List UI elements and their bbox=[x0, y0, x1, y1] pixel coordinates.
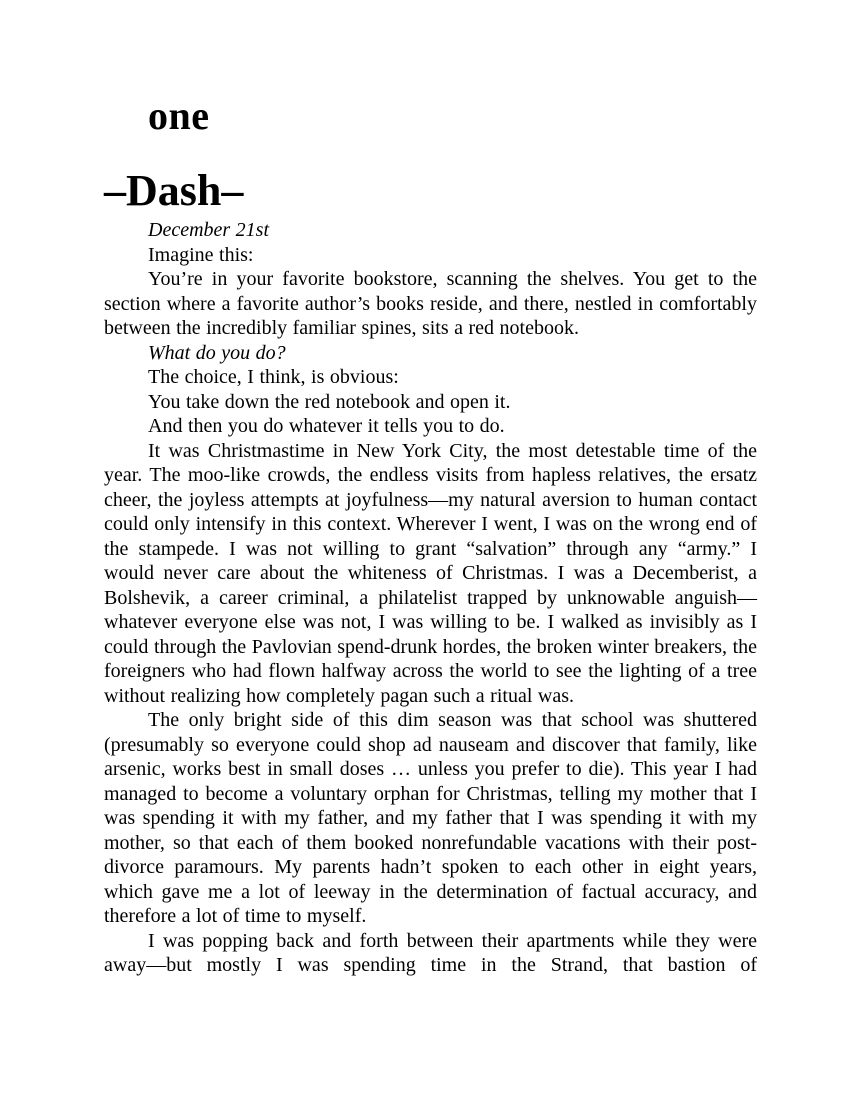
chapter-title: –Dash– bbox=[104, 166, 244, 215]
paragraph: Imagine this: bbox=[148, 243, 254, 266]
paragraph: You take down the red notebook and open it. bbox=[148, 390, 511, 413]
paragraph: The only bright side of this dim season was that school was shuttered (presumably so everyone could shop ad nauseam and discover that family, like arsenic, works best in small doses … unless you prefer to die). This year I had managed to become a voluntary orphan for Christmas, telling my mother that I was spending it with my father, and my father that I was spending it with my mother, so that each of them booked nonrefundable vacations with their post-divorce paramours. My parents hadn’t spoken to each other in eight years, which gave me a lot of leeway in the determination of factual accuracy, and therefore a lot of time to myself. bbox=[104, 709, 757, 927]
paragraph-date-line: December 21st bbox=[148, 219, 270, 241]
paragraph: You’re in your favorite bookstore, scanning the shelves. You get to the section where a favorite author’s books reside, and there, nestled in comfortably between the incredibly familiar spines, sits a red notebook. bbox=[104, 268, 757, 339]
paragraph: What do you do? bbox=[148, 341, 286, 364]
chapter-number: one bbox=[148, 93, 210, 138]
body-text bbox=[104, 218, 757, 978]
paragraph: It was Christmastime in New York City, the most detestable time of the year. The moo-like crowds, the endless visits from hapless relatives, the ersatz cheer, the joyless attempts at joyfulness—my natural aversion to human contact could only intensify in this context. Wherever I went, I was on the wrong end of the stampede. I was not willing to grant “salvation” through any “army.” I would never care about the whiteness of Christmas. I was a Decemberist, a Bolshevik, a career criminal, a philatelist trapped by unknowable anguish—whatever everyone else was not, I was willing to be. I walked as invisibly as I could through the Pavlovian spend-drunk hordes, the broken winter breakers, the foreigners who had flown halfway across the world to see the lighting of a tree without realizing how completely pagan such a ritual was. bbox=[104, 439, 757, 707]
paragraph: The choice, I think, is obvious: bbox=[148, 366, 399, 388]
paragraph: I was popping back and forth between their apartments while they were away—but mostly I was spending time in the Strand, that bastion of bbox=[104, 929, 757, 976]
paragraph: And then you do whatever it tells you to do. bbox=[148, 415, 505, 437]
